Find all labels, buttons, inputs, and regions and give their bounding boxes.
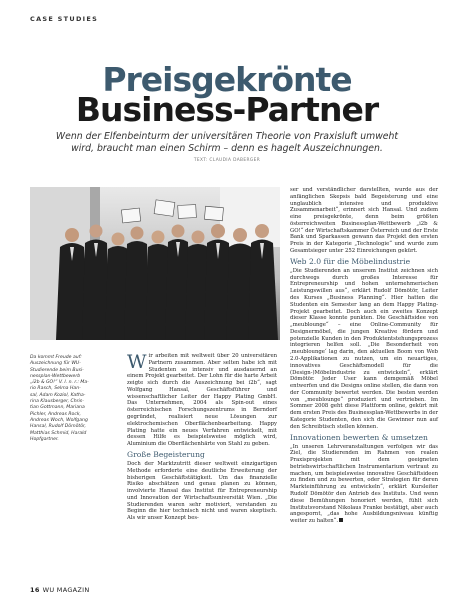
caption-line: Studierende beim Busi- bbox=[30, 367, 84, 373]
paragraph-text: „In unseren Lehrveranstaltungen verfolgen wir das Ziel, die Studierenden im Rahmen von realen Praxisprojekten mit dem geeigneten betriebswirtschaftlichen Instrumentarium vertraut zu machen, um beispielsweise innovative Geschäftsideen zu finden und zu bewerten, oder Strategien für deren Markteinführung zu entwickeln“, erklärt Kursleiter Rudolf Dömötör den Antrieb des Instituts. Und wenn diese Bemühungen honoriert werden, fühlt sich Institutsvorstand Nikolaus Franke bestätigt, aber auch angespornt, „das hohe Ausbildungsniveau künftig weiter zu halten“. bbox=[290, 443, 438, 525]
paragraph-text: ir arbeiten mit weltweit über 20 universitären Partnern zusammen. Aber selten habe ich mit Studenten so intensiv und ausdauernd an einem Projekt gearbeitet. Der Lohn für die harte Arbeit zeigte sich durch die Auszeichnung bei i2b“, sagt Wolfgang Hansal, Geschäftsführer und wissenschaftlicher Leiter der Happy Plating GmbH. Das Unternehmen, 2004 als Spin-out eines österreichischen Forschungszentrums in Berndorf gegründet, realisiert neue Lösungen zur elektrochemischen Oberflächenbearbeitung. Happy Plating hatte ein neues Verfahren entwickelt, mit dessen Hilfe es beispielsweise möglich wird, Aluminium die Oberflächenhärte von Stahl zu geben. bbox=[127, 353, 277, 448]
caption-line: Matthias Schmid, Harald bbox=[30, 430, 87, 436]
lead-line-2: wird, braucht man einen Schirm – denn es hagelt Auszeichnungen. bbox=[71, 143, 383, 154]
team-photo bbox=[30, 187, 280, 340]
subheading: Web 2.0 für die Möbelindustrie bbox=[290, 256, 411, 266]
caption-line: rina Klausberger, Chris- bbox=[30, 399, 84, 405]
end-mark-icon bbox=[339, 518, 343, 522]
page-title-line-1: Preisgekrönte bbox=[102, 60, 352, 99]
page-footer bbox=[30, 586, 90, 594]
page-title-line-2: Business-Partner bbox=[75, 90, 379, 129]
caption-line: sal, Adam Koziol, Katha- bbox=[30, 392, 86, 398]
caption-line: Da kommt Freude auf: bbox=[30, 355, 82, 360]
drop-cap: W bbox=[127, 351, 147, 373]
body-paragraph: ser und verständlicher darstellten, wurde aus der anfänglichen Skepsis bald Begeisterung und eine unglaublich intensive und produktive Zusammenarbeit“, erinnert sich Hansal. Und zudem eine preisgekrönte, denn beim größten österreichweiten Businessplan-Wettbewerb „i2b & GO!“ der Wirtschaftskammer Österreich und der Erste Bank und Sparkassen gewann das Projekt den ersten Preis in der Kategorie „Technologie“ und wurde zum Gesamtsieger unter 252 Einreichungen gekürt. bbox=[290, 187, 438, 255]
photo-caption bbox=[30, 355, 90, 443]
caption-line: tian Gottmann, Mariana bbox=[30, 405, 85, 411]
caption-line: Hansal, Rudolf Dömötör, bbox=[30, 424, 86, 430]
page-number: 16 bbox=[30, 586, 40, 594]
lead-line-1: Wenn der Elfenbeinturm der universitären Theorie von Praxisluft umweht bbox=[55, 131, 399, 142]
caption-line: Pichler, Andreas Rock, bbox=[30, 411, 81, 417]
body-paragraph: Doch der Marktzutritt dieser weltweit einzigartigen Methode erforderte eine deutliche Erweiterung der bisherigen Geschäftstätigkeit. Um das finanzielle Risiko abschätzen und genau planen zu können, involvierte Hansal das Institut für Entrepreneurship und Innovation der Wirtschaftsuniversität Wien. „Die Studierenden waren sehr motiviert, verstanden zu Beginn die hier technisch nicht und waren skeptisch. Als wir unser Konzept bes- bbox=[127, 460, 277, 522]
body-paragraph: „Die Studierenden an unserem Institut zeichnen sich durchwegs durch großes Interesse für Entrepreneurship und hohen unternehmerischen Leistungswillen aus“, erklärt Rudolf Dömötör, Leiter des Kurses „Business Planning“. Hier hatten die Studenten ein Semester lang an dem Happy Plating-Projekt gearbeitet. Doch auch ein zweites Konzept dieser Klasse konnte punkten. Die Geschäftsidee von „meublounge“ – eine Online-Community für Designermöbel, die jungen Kreative fördern und potenzielle Kunden in den Produktentstehungsprozess integrieren helfen soll. „Die Besonderheit von ‚meublounge‘ lag darin, den aktuellen Boom von Web 2.0-Applikationen zu nutzen, um ein neuartiges, innovatives Geschäftsmodell für die (Design-)Möbelindustrie zu entwickeln“, erklärt Dömötör. Jeder User kann demgemäß Möbel entwerfen und die Designs online stellen, die dann von der Community bewertet werden. Die besten werden von „meublounge“ produziert und vertrieben. Im Sommer 2008 geht diese Plattform online, gekürt mit dem ersten Preis des Businessplan-Wettbewerbs in der Kategorie Studenten, den sich die Gewinner nun auf den Schreibtisch stellen können. bbox=[290, 267, 438, 430]
caption-line: nessplan-Wettbewerb bbox=[30, 373, 81, 379]
caption-line: Andreas Woch, Wolfgang bbox=[30, 417, 88, 423]
section-label: CASE STUDIES bbox=[30, 15, 99, 23]
caption-line: Hopfgartner. bbox=[30, 436, 59, 442]
caption-line: Auszeichnung für WU- bbox=[30, 361, 81, 367]
body-column-right bbox=[290, 187, 438, 525]
lead-paragraph bbox=[50, 131, 404, 155]
caption-line: rio Rasch, Selma Han- bbox=[30, 386, 81, 392]
caption-line: „i2b & GO!“ V. l. n. r.: Ma- bbox=[30, 380, 89, 386]
team-photo-illustration bbox=[30, 187, 280, 340]
publication-name: WU MAGAZIN bbox=[42, 586, 90, 594]
body-column-middle bbox=[127, 353, 277, 522]
body-paragraph bbox=[290, 444, 438, 525]
body-paragraph bbox=[127, 353, 277, 448]
subheading: Innovationen bewerten & umsetzen bbox=[290, 432, 428, 442]
subheading: Große Begeisterung bbox=[127, 449, 205, 459]
author-credit: TEXT: CLAUDIA DABERGER bbox=[193, 158, 261, 163]
